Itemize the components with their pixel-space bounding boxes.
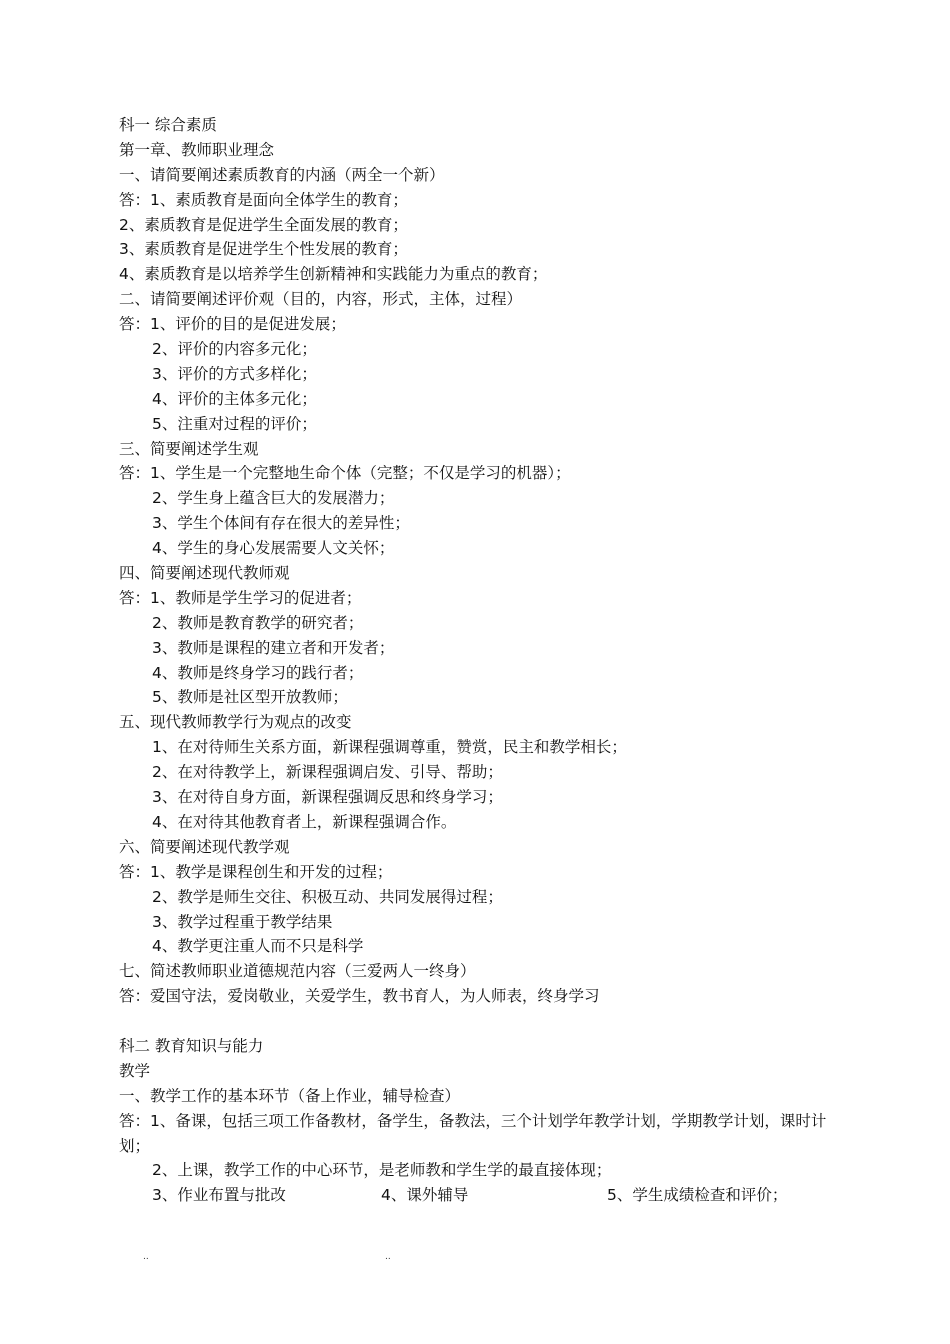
answer-line: 5、注重对过程的评价； — [152, 414, 317, 433]
answer-line: 答：1、评价的目的是促进发展； — [119, 315, 346, 334]
answer-line: 2、教学是师生交往、积极互动、共同发展得过程； — [152, 887, 503, 906]
answer-line: 3、教师是课程的建立者和开发者； — [152, 638, 395, 657]
answer-line: 4、学生的身心发展需要人文关怀； — [152, 539, 395, 558]
question-1: 一、请简要阐述素质教育的内涵（两全一个新） — [119, 165, 445, 184]
section1-title: 科一 综合素质 — [119, 116, 217, 134]
question-2: 二、请简要阐述评价观（目的，内容，形式，主体，过程） — [119, 290, 523, 309]
section2-question-1: 一、教学工作的基本环节（备上作业，辅导检查） — [119, 1086, 461, 1105]
footer-mark-left: .. — [143, 1252, 149, 1262]
question-5: 五、现代教师教学行为观点的改变 — [119, 713, 352, 732]
answer-line: 答：1、素质教育是面向全体学生的教育； — [119, 190, 408, 209]
answer-line: 2、在对待教学上，新课程强调启发、引导、帮助； — [152, 763, 503, 782]
footer-mark-right: .. — [385, 1252, 391, 1262]
answer-line: 3、教学过程重于教学结果 — [152, 912, 333, 931]
answer-line: 3、素质教育是促进学生个性发展的教育； — [119, 240, 408, 259]
answer-line: 1、在对待师生关系方面，新课程强调尊重，赞赏，民主和教学相长； — [152, 738, 627, 757]
answer-line: 2、学生身上蕴含巨大的发展潜力； — [152, 489, 395, 508]
chapter-title: 第一章、教师职业理念 — [119, 140, 275, 159]
question-4: 四、简要阐述现代教师观 — [119, 564, 290, 583]
section2-title: 科二 教育知识与能力 — [119, 1036, 264, 1055]
answer-line: 4、评价的主体多元化； — [152, 389, 317, 408]
answer-item: 3、作业布置与批改 — [152, 1186, 286, 1205]
answer-paragraph: 答：1、备课，包括三项工作备教材，备学生，备教法，三个计划学年教学计划，学期教学计划，课时计划； — [119, 1111, 827, 1155]
question-6: 六、简要阐述现代教学观 — [119, 837, 290, 856]
question-7: 七、简述教师职业道德规范内容（三爱两人一终身） — [119, 962, 476, 981]
answer-line: 2、评价的内容多元化； — [152, 340, 317, 359]
document-body — [119, 113, 849, 1208]
answer-line: 答：1、教学是课程创生和开发的过程； — [119, 862, 393, 881]
answer-line: 答：1、教师是学生学习的促进者； — [119, 588, 362, 607]
answer-line: 2、教师是教育教学的研究者； — [152, 613, 364, 632]
answer-line: 答：1、学生是一个完整地生命个体（完整；不仅是学习的机器）； — [119, 464, 571, 483]
answer-item: 4、课外辅导 — [381, 1186, 469, 1205]
answer-line: 4、教师是终身学习的践行者； — [152, 663, 364, 682]
section-spacer — [119, 1009, 849, 1034]
answer-line: 4、素质教育是以培养学生创新精神和实践能力为重点的教育； — [119, 265, 548, 284]
answer-line: 4、教学更注重人而不只是科学 — [152, 937, 364, 956]
answer-line: 2、上课，教学工作的中心环节，是老师教和学生学的最直接体现； — [152, 1161, 612, 1180]
answer-line: 4、在对待其他教育者上，新课程强调合作。 — [152, 812, 457, 831]
answer-row — [119, 1183, 849, 1208]
question-3: 三、简要阐述学生观 — [119, 439, 259, 458]
answer-line: 答：爱国守法，爱岗敬业，关爱学生，教书育人，为人师表，终身学习 — [119, 987, 600, 1006]
answer-line: 3、学生个体间有存在很大的差异性； — [152, 514, 410, 533]
answer-line: 5、教师是社区型开放教师； — [152, 688, 348, 707]
section2-subtitle: 教学 — [119, 1061, 151, 1080]
answer-item: 5、学生成绩检查和评价； — [607, 1186, 788, 1205]
answer-line: 3、在对待自身方面，新课程强调反思和终身学习； — [152, 788, 503, 807]
answer-line: 2、素质教育是促进学生全面发展的教育； — [119, 215, 408, 234]
answer-line: 3、评价的方式多样化； — [152, 364, 317, 383]
